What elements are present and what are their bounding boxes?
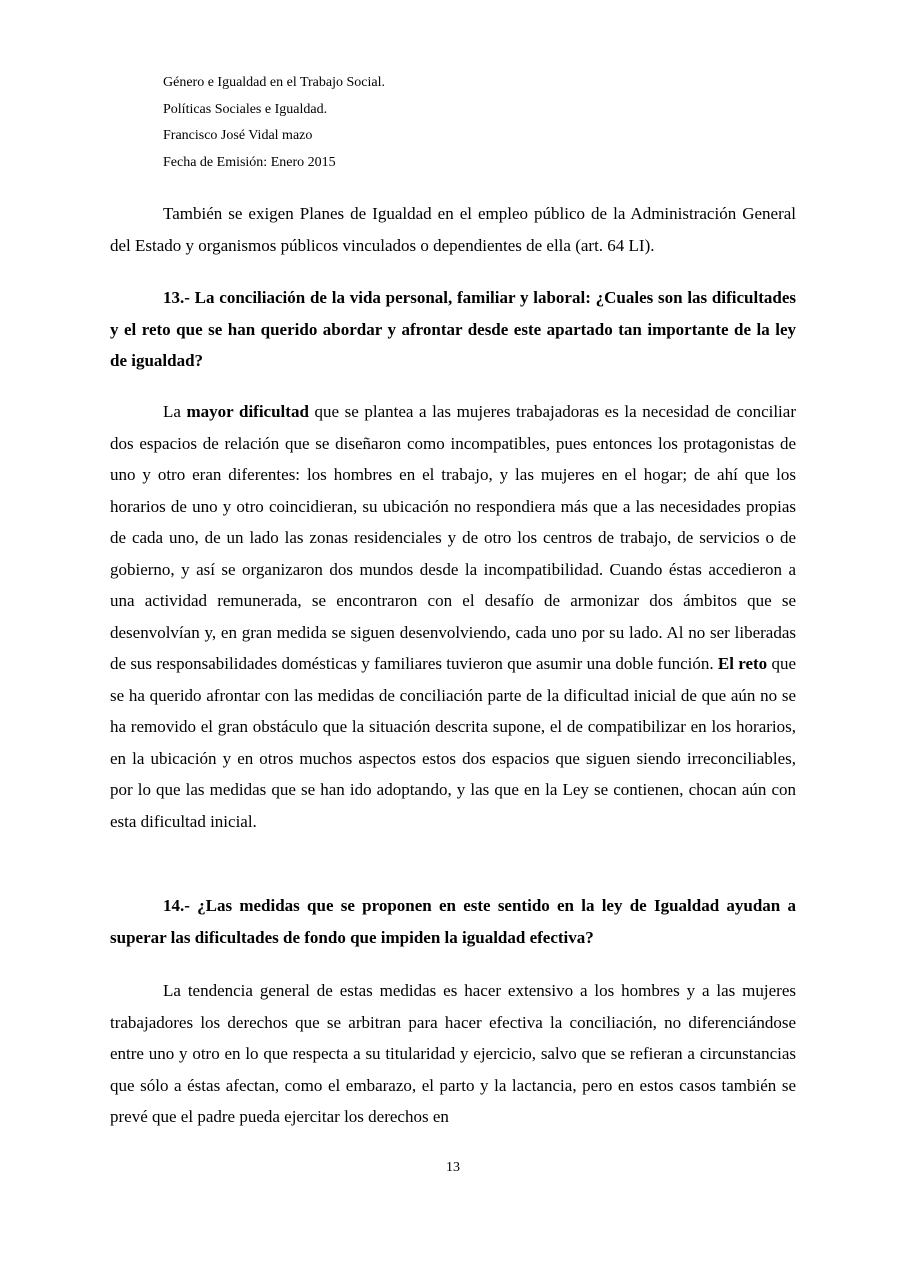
answer-13-text-part2: que se ha querido afrontar con las medidas de conciliación parte de la dificultad inicial de que aún no se ha removido el gran obstáculo que la situación descrita supone, el de compatibilizar en los horarios, en la ubicación y en otros muchos aspectos estos dos espacios que siguen siendo irreconciliables, por lo que las medidas que se han ido adoptando, y las que en la Ley se contienen, chocan aún con esta dificultad inicial. xyxy=(110,654,796,831)
question-14-text: 14.- ¿Las medidas que se proponen en este sentido en la ley de Igualdad ayudan a superar las dificultades de fondo que impiden la igualdad efectiva? xyxy=(110,896,796,947)
answer-13-lead: La xyxy=(163,402,187,421)
question-13 xyxy=(110,282,796,377)
paragraph-planes-igualdad xyxy=(110,198,796,261)
question-14 xyxy=(110,890,796,953)
answer-13-bold-mayor-dificultad: mayor dificultad xyxy=(186,402,309,421)
question-13-text: 13.- La conciliación de la vida personal, familiar y laboral: ¿Cuales son las dificultades y el reto que se han querido abordar y afrontar desde este apartado tan importante de la ley de igualdad? xyxy=(110,288,796,370)
paragraph-text: También se exigen Planes de Igualdad en el empleo público de la Administración General del Estado y organismos públicos vinculados o dependientes de ella (art. 64 LI). xyxy=(110,204,796,255)
header-course-title: Género e Igualdad en el Trabajo Social. xyxy=(163,75,385,90)
header-subject: Políticas Sociales e Igualdad. xyxy=(163,101,328,117)
page-number: 13 xyxy=(446,1160,460,1175)
document-header xyxy=(163,70,385,176)
answer-13-text xyxy=(110,396,796,837)
header-date: Fecha de Emisión: Enero 2015 xyxy=(163,154,336,170)
answer-14-text: La tendencia general de estas medidas es hacer extensivo a los hombres y a las mujeres trabajadores los derechos que se arbitran para hacer efectiva la conciliación, no diferenciándose entre uno y otro en lo que respecta a su titularidad y ejercicio, salvo que se refieran a circunstancias que sólo a éstas afectan, como el embarazo, el parto y la lactancia, pero en estos casos también se prevé que el padre pueda ejercitar los derechos en xyxy=(110,981,796,1126)
header-author: Francisco José Vidal mazo xyxy=(163,128,313,143)
answer-13-bold-el-reto: El reto xyxy=(717,654,768,673)
answer-13 xyxy=(110,396,796,837)
answer-13-text-part1: que se plantea a las mujeres trabajadoras es la necesidad de conciliar dos espacios de relación que se diseñaron como incompatibles, pues entonces los protagonistas de uno y otro eran diferentes: los hombres en el trabajo, y las mujeres en el hogar; de ahí que los horarios de uno y otro coincidieran, su ubicación no respondiera más que a las necesidades propias de cada uno, de un lado las zonas residenciales y de otro los centros de trabajo, de servicios o de gobierno, y así se organizaron dos mundos desde la incompatibilidad. Cuando éstas accedieron a una actividad remunerada, se encontraron con el desafío de armonizar dos ámbitos que se desenvolvían y, en gran medida se siguen desenvolviendo, cada uno por su lado. Al no ser liberadas de sus responsabilidades domésticas y familiares tuvieron que asumir una doble función. xyxy=(110,402,796,673)
answer-14 xyxy=(110,975,796,1133)
